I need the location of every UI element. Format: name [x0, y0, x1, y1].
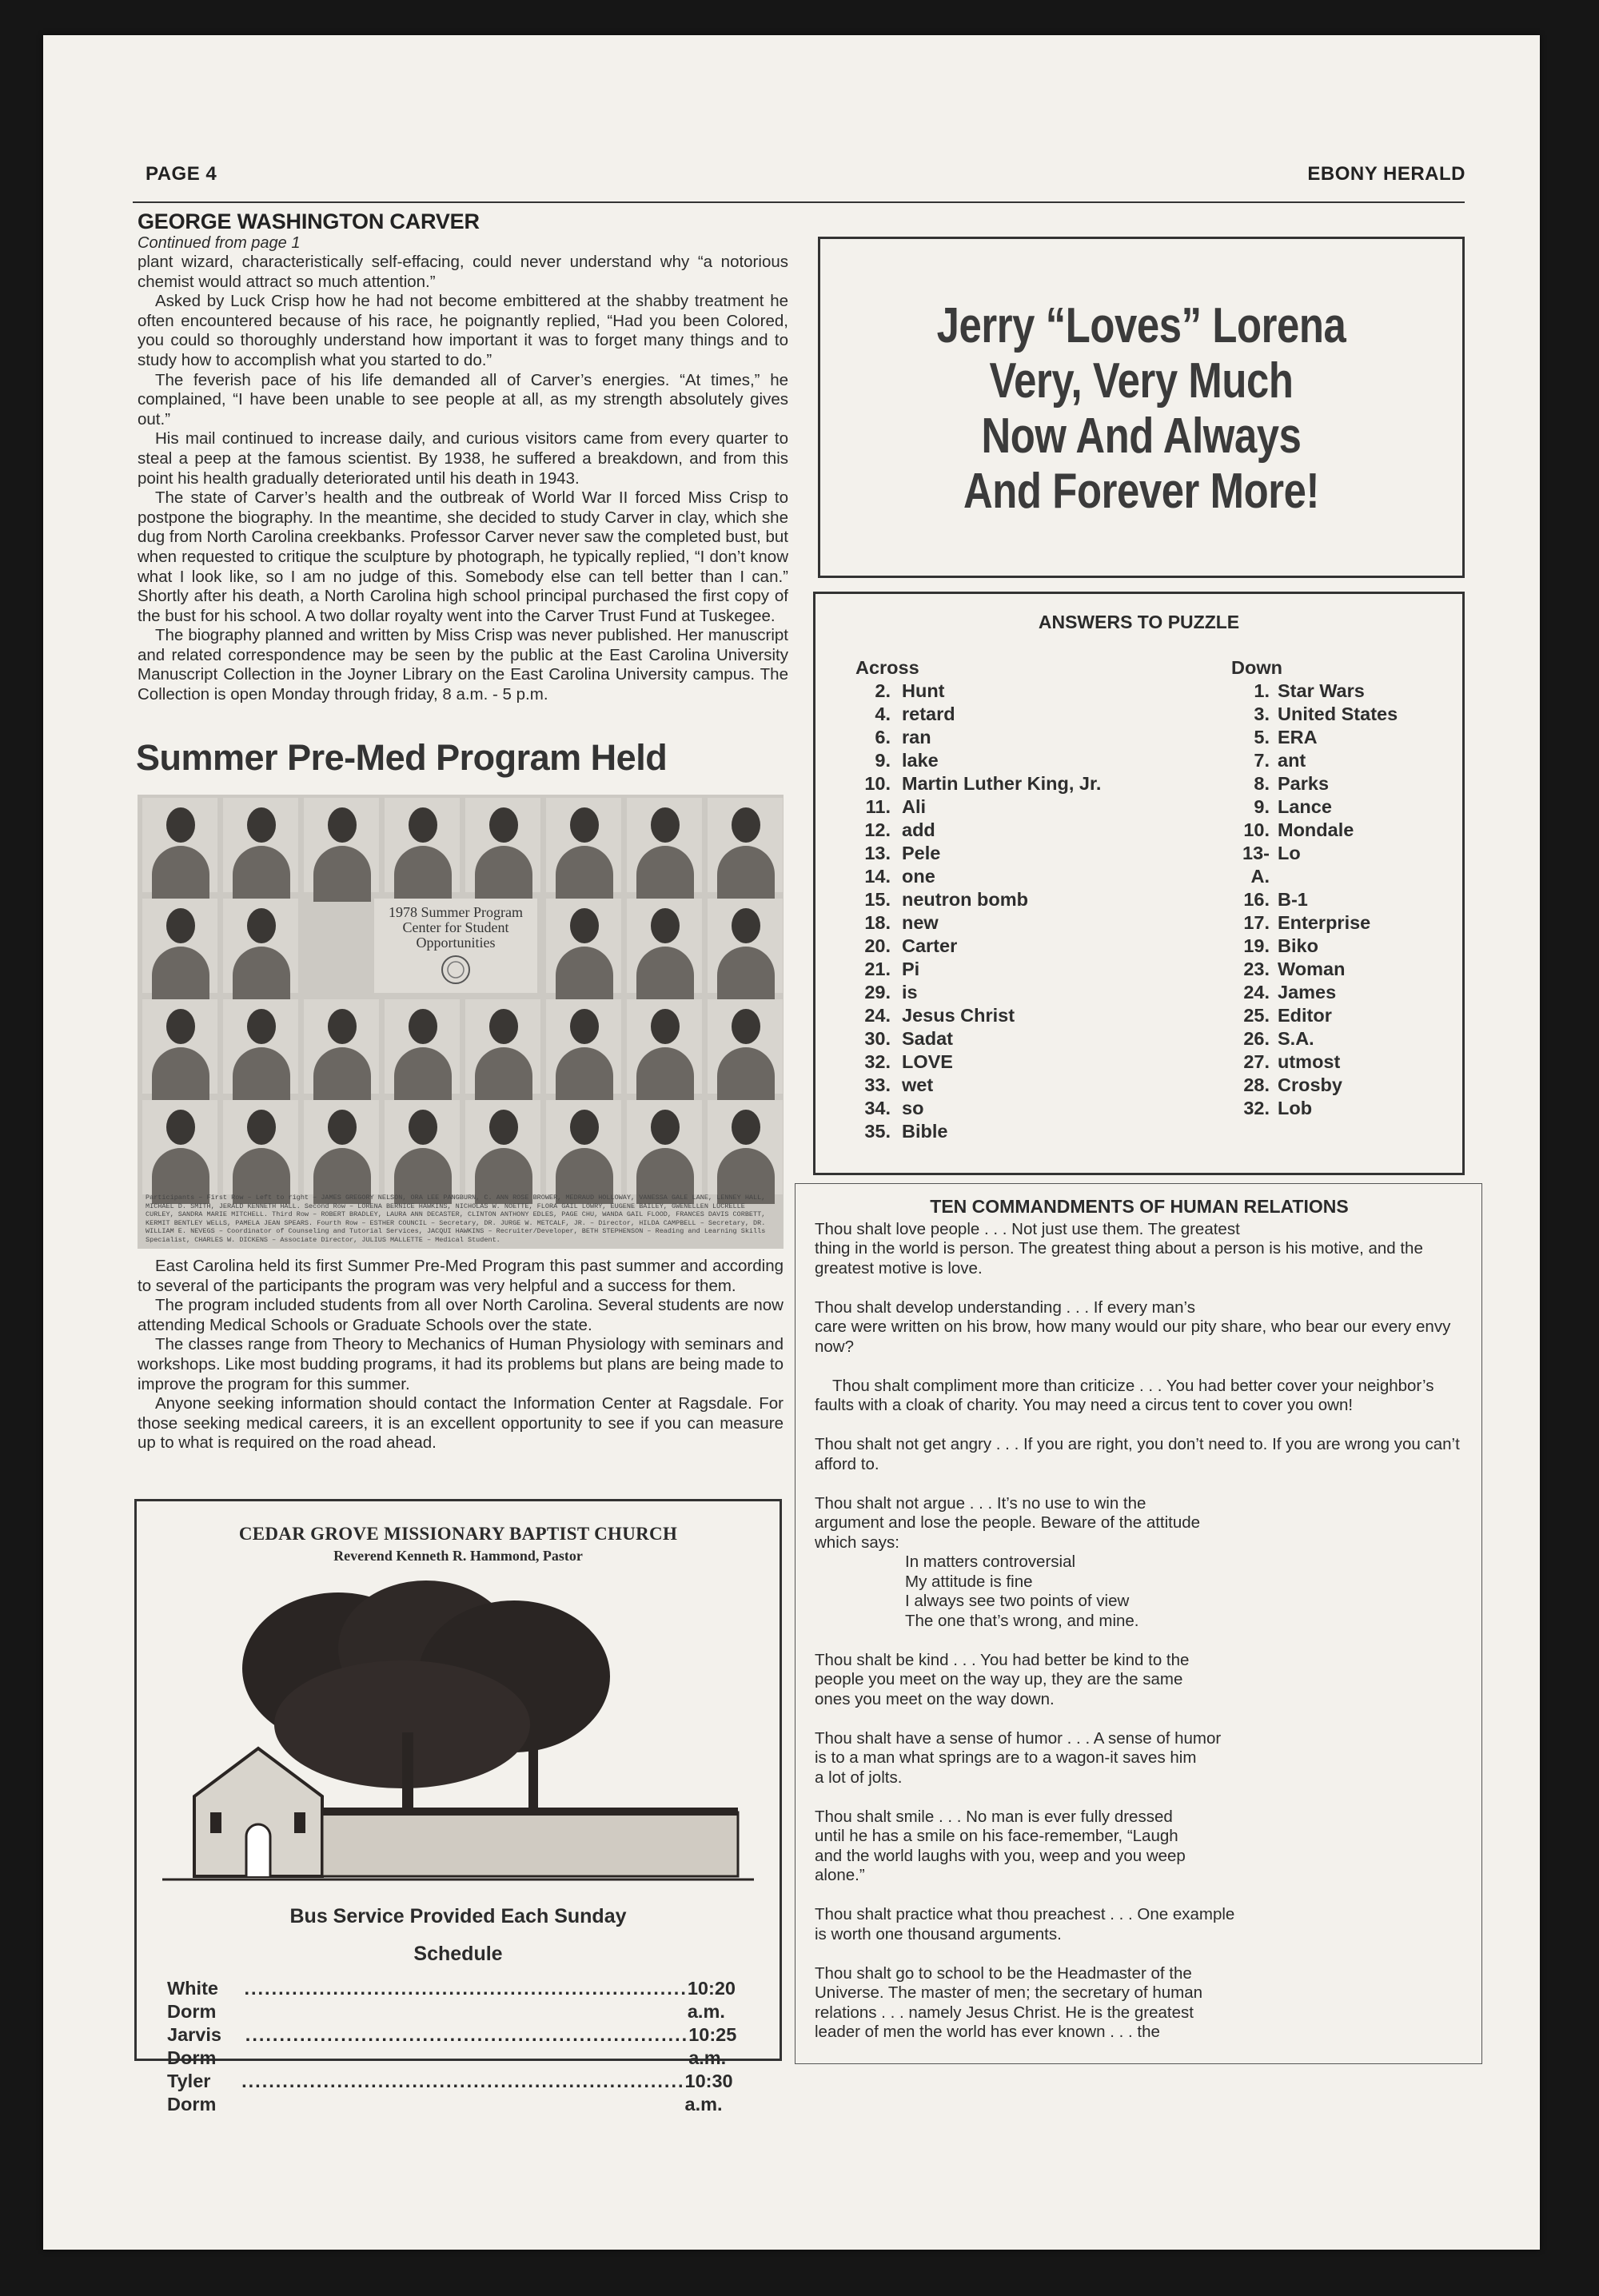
down-clue-number: 23.: [1243, 959, 1270, 979]
across-answer: Sadat: [902, 1028, 953, 1049]
page-number: PAGE 4: [146, 163, 217, 185]
schedule-place: White Dorm: [167, 1978, 218, 2022]
participant-portrait: [385, 1100, 460, 1194]
carver-body: [138, 253, 788, 705]
across-answer: one: [902, 866, 935, 887]
participant-portrait: [465, 999, 540, 1094]
down-answer: Woman: [1278, 959, 1346, 979]
puzzle-title: ANSWERS TO PUZZLE: [1038, 612, 1240, 632]
across-answer-row: [855, 1097, 1101, 1120]
schedule-row: [167, 2070, 754, 2116]
love-message-box: [818, 237, 1465, 578]
participant-portrait: [708, 1100, 783, 1194]
across-answer: Bible: [902, 1121, 948, 1142]
across-answer-row: [855, 749, 1101, 772]
newspaper-name: EBONY HERALD: [1307, 163, 1465, 185]
across-answer: Pele: [902, 843, 941, 863]
participant-portrait: [627, 899, 702, 993]
schedule-title: Schedule: [413, 1943, 503, 1965]
church-name: CEDAR GROVE MISSIONARY BAPTIST CHURCH: [238, 1524, 678, 1544]
down-answer-row: [1231, 772, 1398, 795]
premed-paragraph: The program included students from all over North Carolina. Several students are now attending Medical Schools or Graduate Schools over the state.: [138, 1296, 784, 1334]
participant-portrait: [304, 798, 379, 892]
across-clue-number: 6.: [875, 727, 891, 747]
across-clue-number: 12.: [864, 819, 891, 840]
commandment: Thou shalt go to school to be the Headmaster of the Universe. The master of men; the secretary of human relations . . . namely Jesus Christ. He is the greatest leader of men the world has ever known . . . the: [815, 1963, 1203, 2041]
participant-portrait: [465, 798, 540, 892]
down-clue-number: 27.: [1243, 1051, 1270, 1072]
down-answer: Lob: [1278, 1098, 1313, 1118]
participant-portrait: [304, 1100, 379, 1194]
carver-paragraph: The biography planned and written by Miss Crisp was never published. Her manuscript and related correspondence may be seen by the public at the East Carolina University Manuscript Collection in the Joyner Library on the East Carolina University campus. The Collection is open Monday through friday, 8 a.m. - 5 p.m.: [138, 626, 788, 704]
down-clue-number: 9.: [1254, 796, 1270, 817]
church-pastor: Reverend Kenneth R. Hammond, Pastor: [333, 1548, 583, 1564]
commandment: Thou shalt be kind . . . You had better be kind to the people you meet on the way up, they are the same ones you meet on the way down.: [815, 1650, 1190, 1708]
participant-portrait: [223, 999, 298, 1094]
down-clue-number: 19.: [1243, 935, 1270, 956]
commandment: Thou shalt compliment more than criticize . . . You had better cover your neighbor’s faults with a cloak of charity. You may need a circus tent to cover you own!: [815, 1376, 1434, 1414]
across-answer: Pi: [902, 959, 920, 979]
down-list: [1231, 656, 1398, 1120]
across-clue-number: 20.: [864, 935, 891, 956]
down-answer: Editor: [1278, 1005, 1332, 1026]
across-answer-row: [855, 726, 1101, 749]
schedule-place: Tyler Dorm: [167, 2071, 217, 2115]
across-answer: Carter: [902, 935, 958, 956]
across-clue-number: 24.: [864, 1005, 891, 1026]
participant-portrait: [546, 899, 621, 993]
down-answer: B-1: [1278, 889, 1308, 910]
down-answer-row: [1231, 749, 1398, 772]
bus-schedule: [137, 1966, 780, 2116]
participant-portrait: [627, 999, 702, 1094]
down-clue-number: 1.: [1254, 680, 1270, 701]
across-answer: Hunt: [902, 680, 945, 701]
church-illustration: [162, 1573, 754, 1892]
commandment: Thou shalt have a sense of humor . . . A sense of humor is to a man what springs are to a wagon-it saves him a lot of jolts.: [815, 1728, 1222, 1787]
down-answer-row: [1231, 842, 1398, 888]
down-answer: United States: [1278, 704, 1398, 724]
across-clue-number: 18.: [864, 912, 891, 933]
love-line: And Forever More!: [963, 464, 1320, 519]
header-rule: [133, 201, 1465, 203]
schedule-row: [167, 1977, 754, 2023]
down-answer: Crosby: [1278, 1074, 1342, 1095]
participant-portrait: [546, 1100, 621, 1194]
down-answer-row: [1231, 680, 1398, 703]
love-line: Jerry “Loves” Lorena: [936, 298, 1346, 353]
carver-paragraph: plant wizard, characteristically self-effacing, could never understand why “a notorious chemist would attract so much attention.”: [138, 253, 788, 291]
down-answer: utmost: [1278, 1051, 1341, 1072]
across-label: Across: [855, 657, 919, 678]
down-answer-row: [1231, 1027, 1398, 1050]
commandment: Thou shalt smile . . . No man is ever fully dressed until he has a smile on his face-remember, “Laugh and the world laughs with you, weep and you weep alone.”: [815, 1807, 1186, 1884]
placard-line: Center for Student: [402, 919, 509, 935]
down-answer-row: [1231, 1004, 1398, 1027]
across-answer: so: [902, 1098, 924, 1118]
verse-line: My attitude is fine: [905, 1572, 1033, 1591]
across-answer-row: [855, 935, 1101, 958]
across-answer-row: [855, 1074, 1101, 1097]
premed-paragraph: The classes range from Theory to Mechanics of Human Physiology with seminars and workshops. Like most budding programs, it had its problems but plans are being made to improve the program for this summer.: [138, 1335, 784, 1393]
participant-portrait: [223, 899, 298, 993]
across-answer: Jesus Christ: [902, 1005, 1015, 1026]
down-answer-row: [1231, 1097, 1398, 1120]
participant-portrait: [304, 999, 379, 1094]
across-clue-number: 4.: [875, 704, 891, 724]
participant-portrait: [142, 798, 217, 892]
across-clue-number: 14.: [864, 866, 891, 887]
participant-portrait: [708, 899, 783, 993]
participant-portrait: [142, 999, 217, 1094]
down-answer-row: [1231, 819, 1398, 842]
placard-line: 1978 Summer Program: [389, 904, 523, 920]
down-answer-row: [1231, 795, 1398, 819]
down-clue-number: 16.: [1243, 889, 1270, 910]
down-answer: James: [1278, 982, 1337, 1003]
participant-portrait: [465, 1100, 540, 1194]
down-answer: Lance: [1278, 796, 1332, 817]
participant-portrait: [142, 899, 217, 993]
across-answer-row: [855, 703, 1101, 726]
down-clue-number: 5.: [1254, 727, 1270, 747]
participant-portrait: [223, 1100, 298, 1194]
commandment: Thou shalt not get angry . . . If you are right, you don’t need to. If you are wrong you can’t afford to.: [815, 1435, 1460, 1473]
down-label: Down: [1231, 657, 1282, 678]
premed-group-photo: [138, 795, 784, 1249]
across-answer: is: [902, 982, 918, 1003]
down-answer-row: [1231, 888, 1398, 911]
commandment: Thou shalt practice what thou preachest . . . One example is worth one thousand arguments.: [815, 1905, 1235, 1943]
carver-paragraph: His mail continued to increase daily, and curious visitors came from every quarter to steal a peep at the famous scientist. By 1938, he suffered a breakdown, and from this point his health gradually deteriorated until his death in 1943.: [138, 429, 788, 488]
down-clue-number: 10.: [1243, 819, 1270, 840]
commandments-body: [815, 1197, 1464, 2043]
premed-paragraph: Anyone seeking information should contact the Information Center at Ragsdale. For those seeking medical careers, it is an excellent opportunity to see if you can measure up to what is required on the road ahead.: [138, 1394, 784, 1453]
carver-title: GEORGE WASHINGTON CARVER: [138, 209, 480, 233]
down-answer: ant: [1278, 750, 1306, 771]
participant-portrait: [142, 1100, 217, 1194]
across-clue-number: 11.: [865, 796, 891, 817]
across-answer: ran: [902, 727, 931, 747]
down-clue-number: 8.: [1254, 773, 1270, 794]
carver-paragraph: Asked by Luck Crisp how he had not become embittered at the shabby treatment he often encountered because of his race, he poignantly replied, “Had you been Colored, you could so thoroughly understand how important it was to forget many things and to study how to accomplish what you started to do.”: [138, 292, 788, 369]
across-answer-row: [855, 795, 1101, 819]
across-clue-number: 13.: [864, 843, 891, 863]
across-answer-row: [855, 842, 1101, 865]
carver-article: [138, 209, 788, 705]
down-answer: Enterprise: [1278, 912, 1371, 933]
photo-caption: Participants – First Row – Left to right – JAMES GREGORY NELSON, ORA LEE PANGBURN, C. ANN ROSE BROWER, MEDRAUD HOLLOWAY, VANESSA GALE LANE, LENNEY HALL, MICHAEL D. SMITH, JERALD KENNETH HALL. Second Row – LORENA BERNICE HAWKINS, NICHOLAS W. NOETTE, FLORA GAIL LOWRY, EUGENE BAILEY, GWENELLEN LUCRELLE CURLEY, SANDRA MARIE MITCHELL. Third Row – ROBERT BRADLEY, LAURA ANN DECASTER, CLINTON ANTHONY EDLES, PAGE CHU, WANDA GAIL FLOOD, FRANCES DAVIS CORBETT, KERMIT BENTLEY WELLS, PAMELA JEAN SPEARS. Fourth Row – ESTHER COUNCIL – Secretary, DR. JURGE W. METCALF, JR. – Director, HILDA CAMPBELL – Secretary, DR. WILLIAM E. NEVEGS – Coordinator of Counseling and Tutorial Services, JACQUI HAWKINS – Recruiter/Developer, BETH STEPHENSON – Reading and Learning Skills Specialist, CHARLES W. DICKENS – Associate Director, JULIUS MALLETTE – Medical Student.: [146, 1194, 766, 1244]
commandment: Thou shalt love people . . . Not just use them. The greatest thing in the world is person. The greatest thing about a person is his motive, and the greatest motive is love.: [815, 1219, 1423, 1278]
across-clue-number: 29.: [864, 982, 891, 1003]
across-answer-row: [855, 1004, 1101, 1027]
down-clue-number: 17.: [1243, 912, 1270, 933]
down-answer-row: [1231, 935, 1398, 958]
across-clue-number: 10.: [864, 773, 891, 794]
placard-line: Opportunities: [416, 935, 496, 951]
across-clue-number: 15.: [864, 889, 891, 910]
participant-portrait: [385, 798, 460, 892]
verse-line: In matters controversial: [905, 1553, 1076, 1571]
commandment: Thou shalt not argue . . . It’s no use to win the argument and lose the people. Beware of the attitude which says:: [815, 1493, 1201, 1552]
down-answer: Mondale: [1278, 819, 1354, 840]
participant-portrait: [708, 999, 783, 1094]
premed-body: [138, 1257, 784, 1453]
carver-paragraph: The state of Carver’s health and the outbreak of World War II forced Miss Crisp to postpone the biography. In the meantime, she decided to study Carver in clay, which she dug from North Carolina creekbanks. Professor Carver never saw the completed bust, but when requested to critique the sculpture by photograph, he typically replied, “I don’t know what I look like, so I am no judge of this. Somebody else can tell better than I can.” Shortly after his death, a North Carolina high school principal purchased the first copy of the bust for his school. A two dollar royalty went into the Carver Trust Fund at Tuskegee.: [138, 488, 788, 625]
down-answer: ERA: [1278, 727, 1318, 747]
across-answer-row: [855, 958, 1101, 981]
down-answer-row: [1231, 703, 1398, 726]
leader-dots: .................................................................: [241, 2071, 685, 2091]
across-clue-number: 32.: [864, 1051, 891, 1072]
carver-continued: Continued from page 1: [138, 234, 301, 252]
across-answer-row: [855, 1027, 1101, 1050]
carver-paragraph: The feverish pace of his life demanded all of Carver’s energies. “At times,” he complained, “I have been unable to see people at all, as my strength absolutely gives out.”: [138, 370, 788, 429]
across-clue-number: 2.: [875, 680, 891, 701]
across-answer: Ali: [902, 796, 927, 817]
down-answer: Parks: [1278, 773, 1330, 794]
participant-portrait: [385, 999, 460, 1094]
across-answer: wet: [902, 1074, 934, 1095]
leader-dots: .................................................................: [244, 1978, 688, 1999]
participant-portrait: [627, 1100, 702, 1194]
commandment: Thou shalt develop understanding . . . If every man’s care were written on his brow, how many would our pity share, who bear our every envy now?: [815, 1297, 1451, 1356]
across-answer-row: [855, 680, 1101, 703]
across-answer: add: [902, 819, 935, 840]
down-answer-row: [1231, 981, 1398, 1004]
participant-portrait: [223, 798, 298, 892]
premed-paragraph: East Carolina held its first Summer Pre-Med Program this past summer and according to several of the participants the program was very helpful and a success for them.: [138, 1257, 784, 1295]
love-message: [878, 298, 1404, 519]
across-list: [855, 656, 1101, 1143]
across-clue-number: 33.: [864, 1074, 891, 1095]
across-clue-number: 30.: [864, 1028, 891, 1049]
across-answer: neutron bomb: [902, 889, 1028, 910]
university-seal-icon: [440, 954, 472, 986]
across-clue-number: 21.: [864, 959, 891, 979]
across-answer-row: [855, 819, 1101, 842]
down-clue-number: 32.: [1243, 1098, 1270, 1118]
across-clue-number: 35.: [864, 1121, 891, 1142]
participant-portrait: [708, 798, 783, 892]
across-answer-row: [855, 1050, 1101, 1074]
verse-line: I always see two points of view: [905, 1592, 1130, 1610]
across-answer: Martin Luther King, Jr.: [902, 773, 1102, 794]
schedule-row: [167, 2023, 754, 2070]
down-answer: Lo: [1278, 843, 1301, 863]
across-answer: lake: [902, 750, 939, 771]
down-answer: Star Wars: [1278, 680, 1365, 701]
down-clue-number: 26.: [1243, 1028, 1270, 1049]
leader-dots: .................................................................: [245, 2024, 689, 2045]
puzzle-answers: [813, 592, 1465, 1175]
across-answer: new: [902, 912, 939, 933]
down-answer-row: [1231, 1050, 1398, 1074]
participant-portrait: [546, 798, 621, 892]
across-answer-row: [855, 865, 1101, 888]
down-answer: S.A.: [1278, 1028, 1314, 1049]
schedule-time: 10:20 a.m.: [687, 1978, 736, 2022]
schedule-time: 10:30 a.m.: [684, 2071, 733, 2115]
verse-line: The one that’s wrong, and mine.: [905, 1611, 1139, 1630]
schedule-time: 10:25 a.m.: [688, 2024, 737, 2068]
down-clue-number: 25.: [1243, 1005, 1270, 1026]
premed-headline: Summer Pre-Med Program Held: [136, 737, 668, 778]
down-answer: Biko: [1278, 935, 1318, 956]
down-clue-number: 13-A.: [1242, 843, 1270, 887]
across-answer: LOVE: [902, 1051, 953, 1072]
participant-portrait: [627, 798, 702, 892]
love-line: Very, Very Much: [989, 353, 1294, 409]
down-answer-row: [1231, 911, 1398, 935]
down-clue-number: 7.: [1254, 750, 1270, 771]
church-ad: [134, 1499, 782, 2115]
down-answer-row: [1231, 958, 1398, 981]
across-answer-row: [855, 981, 1101, 1004]
down-clue-number: 24.: [1243, 982, 1270, 1003]
photo-placard: [374, 899, 537, 993]
commandments-title: TEN COMMANDMENTS OF HUMAN RELATIONS: [930, 1196, 1349, 1217]
across-answer-row: [855, 888, 1101, 911]
across-clue-number: 34.: [864, 1098, 891, 1118]
ten-commandments: [795, 1183, 1482, 2064]
participant-portrait: [546, 999, 621, 1094]
down-clue-number: 28.: [1243, 1074, 1270, 1095]
down-answer-row: [1231, 726, 1398, 749]
bus-service: Bus Service Provided Each Sunday: [289, 1905, 627, 1927]
across-answer-row: [855, 911, 1101, 935]
across-clue-number: 9.: [875, 750, 891, 771]
down-answer-row: [1231, 1074, 1398, 1097]
across-answer-row: [855, 772, 1101, 795]
love-line: Now And Always: [981, 409, 1302, 464]
schedule-place: Jarvis Dorm: [167, 2024, 221, 2068]
down-clue-number: 3.: [1254, 704, 1270, 724]
across-answer: retard: [902, 704, 955, 724]
across-answer-row: [855, 1120, 1101, 1143]
attitude-verse: [905, 1553, 1464, 1631]
